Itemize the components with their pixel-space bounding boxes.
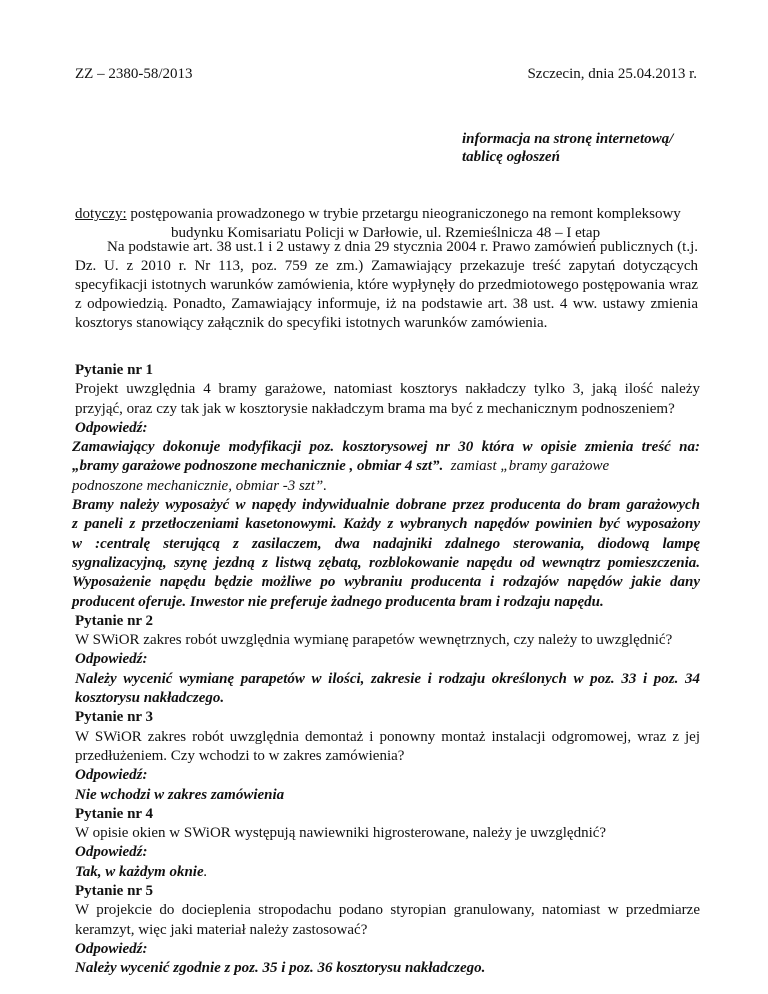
answer-3-label: Odpowiedź: (75, 767, 148, 784)
answer-4-dot: . (203, 863, 208, 880)
answer-2-label: Odpowiedź: (75, 651, 148, 668)
answer-2-text-1: Należy wycenić wymianę parapetów w ilości, zakresie i rodzaju określonych w poz. 33 i poz. 34 (75, 670, 700, 687)
question-5-text-1: W projekcie do docieplenia stropodachu podano styropian granulowany, natomiast w przedmiarze (75, 902, 700, 919)
answer-4-text-1: Tak, w każdym oknie (75, 863, 204, 880)
notice-title (462, 130, 673, 166)
concerning-line-2: budynku Komisariatu Policji w Darłowie, ul. Rzemieślnicza 48 – I etap (171, 225, 601, 241)
answer-2-text-2: kosztorysu nakładczego. (75, 690, 225, 707)
answer-1-text-2b: zamiast „bramy garażowe (443, 458, 610, 475)
answer-5-label: Odpowiedź: (75, 940, 148, 957)
answer-4-label: Odpowiedź: (75, 844, 148, 861)
question-5-title: Pytanie nr 5 (75, 883, 154, 900)
answer-1-text-5: z paneli z przetłoczeniami kasetonowymi. Każdy z wybranych napędów powinien być wyposażony (72, 516, 700, 533)
answer-3-text-1: Nie wchodzi w zakres zamówienia (75, 786, 285, 803)
question-1-text-2: przyjąć, oraz czy tak jak w kosztorysie nakładczym brama ma być z mechanicznym podnoszeniem? (75, 400, 675, 417)
answer-1-text-2: „bramy garażowe podnoszone mechanicznie , obmiar 4 szt”. (72, 458, 444, 475)
question-5-text-2: keramzyt, więc jaki materiał należy zastosować? (75, 921, 368, 938)
intro-text: Na podstawie art. 38 ust.1 i 2 ustawy z dnia 29 stycznia 2004 r. Prawo zamówień publicznych (t.j. Dz. U. z 2010 r. Nr 113, poz. 759 ze zm.) Zamawiający przekazuje treść zapytań dotyczących specyfikacji istotnych warunków zamówienia, które wypłynęły do przedmiotowego postępowania wraz z odpowiedzią. Ponadto, Zamawiający informuje, iż na podstawie art. 38 ust. 4 ww. ustawy zmienia kosztorys stanowiący załącznik do specyfiki istotnych warunków zamówienia. (75, 239, 698, 331)
question-3-title: Pytanie nr 3 (75, 709, 154, 726)
concerning-line-1: postępowania prowadzonego w trybie przetargu nieograniczonego na remont kompleksowy (126, 206, 681, 222)
answer-1-text-7: sygnalizacyjną, szynę jezdną z listwą zębatą, rozblokowanie napędu od wewnątrz pomieszczenia. (72, 554, 700, 571)
question-3-text-1: W SWiOR zakres robót uwzględnia demontaż i ponowny montaż instalacji odgromowej, wraz z jej (75, 728, 700, 745)
answer-1-text-9: producent oferuje. Inwestor nie preferuje żadnego producenta bram i rodzaju napędu. (72, 593, 604, 610)
question-2-text-1: W SWiOR zakres robót uwzględnia wymianę parapetów wewnętrznych, czy należy to uwzględnić? (75, 632, 673, 649)
question-4-text-1: W opisie okien w SWiOR występują nawiewniki higrosterowane, należy je uwzględnić? (75, 825, 607, 842)
answer-1-label: Odpowiedź: (75, 419, 148, 436)
reference-number: ZZ – 2380-58/2013 (75, 66, 193, 82)
answer-1-text-4: Bramy należy wyposażyć w napędy indywidualnie dobrane przez producenta do bram garażowych (72, 497, 700, 514)
answer-1-text-6: w :centralę sterującą z zasilaczem, dwa nadajniki zdalnego sterowania, diodową lampę (72, 535, 700, 552)
document-date: Szczecin, dnia 25.04.2013 r. (527, 66, 697, 82)
intro-paragraph (75, 238, 698, 333)
question-4-title: Pytanie nr 4 (75, 805, 154, 822)
notice-line-2: tablicę ogłoszeń (462, 149, 560, 165)
answer-1-text-8: Wyposażenie napędu będzie możliwe po wybraniu producenta i rodzajów napędów jakie dany (72, 574, 700, 591)
question-3-text-2: przedłużeniem. Czy wchodzi to w zakres zamówienia? (75, 747, 405, 764)
question-1-title: Pytanie nr 1 (75, 362, 154, 378)
answer-1-text-1: Zamawiający dokonuje modyfikacji poz. kosztorysowej nr 30 która w opisie zmienia treść na: (72, 439, 700, 456)
concerning-label: dotyczy: (75, 206, 127, 222)
answer-1-text-3: podnoszone mechanicznie, obmiar -3 szt”. (72, 477, 327, 494)
notice-line-1: informacja na stronę internetową/ (462, 131, 674, 147)
answer-5-text-1: Należy wycenić zgodnie z poz. 35 i poz. 36 kosztorysu nakładczego. (75, 960, 486, 977)
questions-answers (72, 361, 700, 979)
question-1-text-1: Projekt uwzględnia 4 bramy garażowe, natomiast kosztorys nakładczy tylko 3, jaką ilość należy (75, 381, 700, 398)
question-2-title: Pytanie nr 2 (75, 612, 154, 629)
